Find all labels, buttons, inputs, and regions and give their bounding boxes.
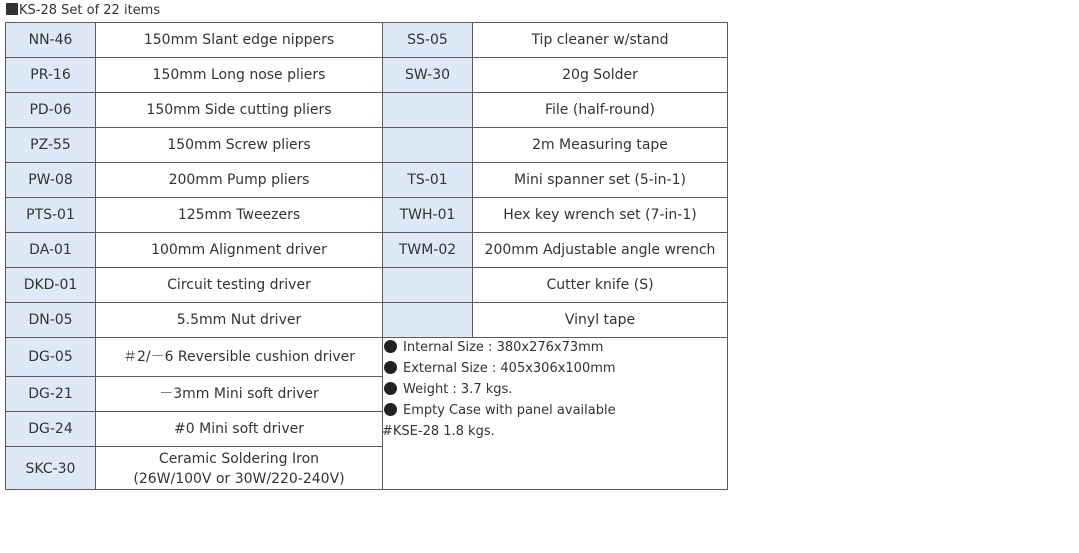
item-code [382, 267, 472, 302]
item-name: 2m Measuring tape [472, 127, 727, 162]
bullet-icon [384, 361, 397, 374]
bullet-icon [384, 382, 397, 395]
item-name: －3mm Mini soft driver [95, 376, 382, 411]
item-code: PTS-01 [5, 197, 95, 232]
items-table [5, 22, 728, 490]
item-code: DG-21 [5, 376, 95, 411]
item-name: 200mm Adjustable angle wrench [472, 232, 727, 267]
item-name: 125mm Tweezers [95, 197, 382, 232]
item-code: SW-30 [382, 57, 472, 92]
item-code: DG-24 [5, 411, 95, 446]
item-code: DKD-01 [5, 267, 95, 302]
weight-text: Weight : 3.7 kgs. [403, 382, 513, 397]
item-code [382, 127, 472, 162]
item-name: ＃2/－6 Reversible cushion driver [95, 337, 382, 376]
spec-line [383, 402, 616, 420]
item-name: 200mm Pump pliers [95, 162, 382, 197]
item-name: 100mm Alignment driver [95, 232, 382, 267]
item-code: DG-05 [5, 337, 95, 376]
bullet-icon [384, 340, 397, 353]
spec-line [383, 339, 603, 357]
item-name: Hex key wrench set (7-in-1) [472, 197, 727, 232]
item-name: 150mm Slant edge nippers [95, 22, 382, 57]
item-name: File (half-round) [472, 92, 727, 127]
spec-line [383, 381, 512, 399]
spec-line [383, 360, 616, 378]
item-name: Mini spanner set (5-in-1) [472, 162, 727, 197]
item-code: PR-16 [5, 57, 95, 92]
table-border-right [727, 22, 728, 490]
square-bullet-icon [6, 3, 18, 15]
empty-case-text: Empty Case with panel available [403, 403, 616, 418]
item-code: PZ-55 [5, 127, 95, 162]
item-name: #0 Mini soft driver [95, 411, 382, 446]
bullet-icon [384, 403, 397, 416]
empty-case-detail: #KSE-28 1.8 kgs. [382, 424, 495, 439]
item-name: Tip cleaner w/stand [472, 22, 727, 57]
item-name: Ceramic Soldering Iron (26W/100V or 30W/220-240V) [95, 446, 382, 490]
item-name: 20g Solder [472, 57, 727, 92]
item-name: Circuit testing driver [95, 267, 382, 302]
item-name: 150mm Side cutting pliers [95, 92, 382, 127]
item-code: DA-01 [5, 232, 95, 267]
table-border-bottom [5, 489, 728, 490]
item-code: NN-46 [5, 22, 95, 57]
item-code: TS-01 [382, 162, 472, 197]
internal-size-text: Internal Size : 380x276x73mm [403, 340, 604, 355]
item-code: TWM-02 [382, 232, 472, 267]
item-name: Vinyl tape [472, 302, 727, 337]
item-name: 150mm Long nose pliers [95, 57, 382, 92]
set-title [6, 3, 160, 19]
item-code: DN-05 [5, 302, 95, 337]
item-name: 5.5mm Nut driver [95, 302, 382, 337]
item-code: PW-08 [5, 162, 95, 197]
item-name: Cutter knife (S) [472, 267, 727, 302]
set-title-text: KS-28 Set of 22 items [19, 3, 161, 18]
item-code: SKC-30 [5, 446, 95, 490]
item-code: TWH-01 [382, 197, 472, 232]
item-name: 150mm Screw pliers [95, 127, 382, 162]
external-size-text: External Size : 405x306x100mm [403, 361, 616, 376]
item-code [382, 302, 472, 337]
item-code: PD-06 [5, 92, 95, 127]
item-code: SS-05 [382, 22, 472, 57]
spec-notes [382, 337, 727, 489]
item-code [382, 92, 472, 127]
